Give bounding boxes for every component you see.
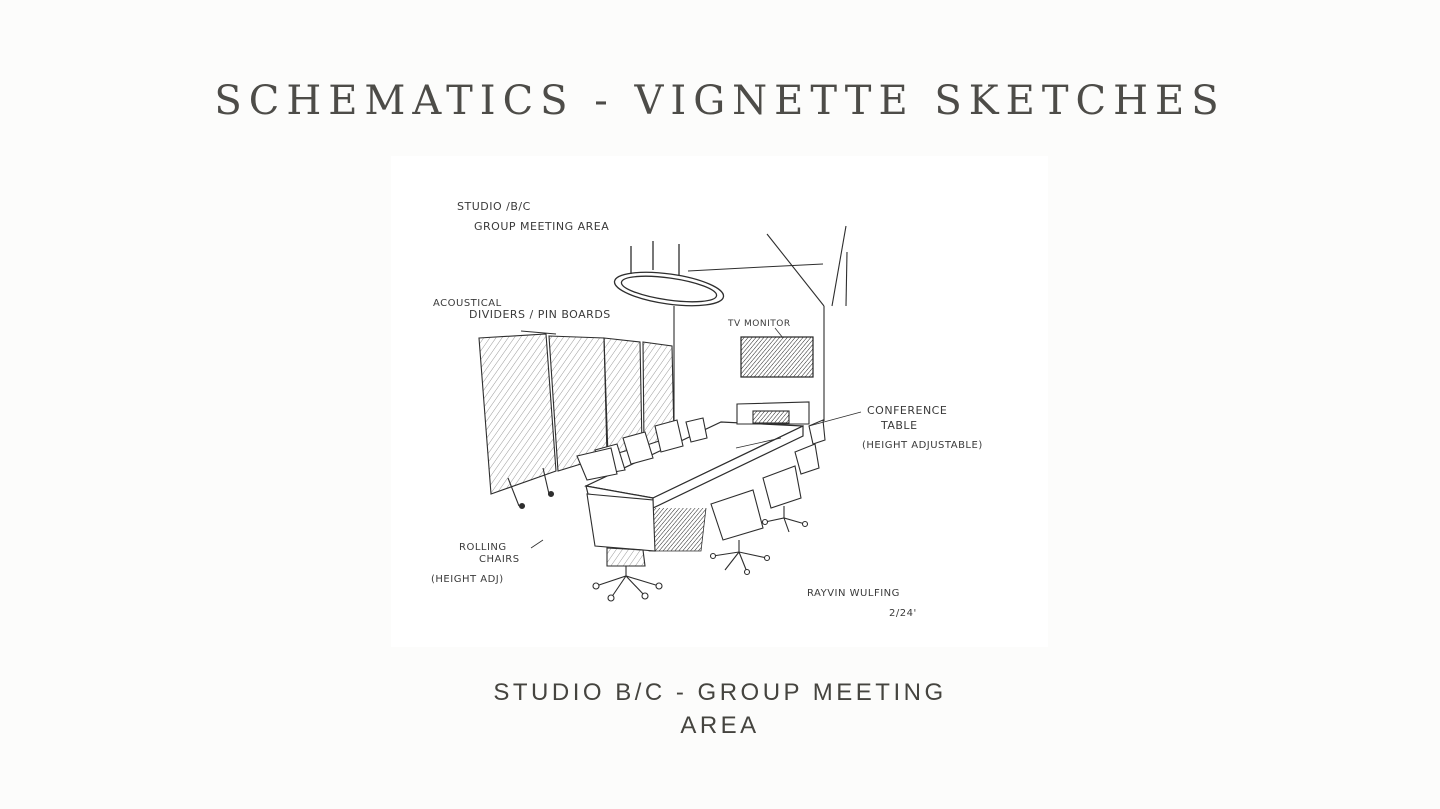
label-table-line2: TABLE: [881, 419, 918, 432]
label-tv-monitor: TV MONITOR: [728, 319, 791, 329]
label-chairs-line3: (HEIGHT ADJ): [431, 574, 504, 585]
label-dividers: [433, 298, 611, 321]
sketch-heading-line2: GROUP MEETING AREA: [474, 220, 610, 233]
sketch-heading-line1: STUDIO /B/C: [457, 200, 531, 213]
artist-signature: [807, 588, 917, 619]
pendant-light: [612, 241, 725, 312]
label-table-line3: (HEIGHT ADJUSTABLE): [862, 440, 983, 451]
signature-date: 2/24': [889, 608, 917, 619]
tv-monitor: [741, 328, 813, 377]
signature-name: RAYVIN WULFING: [807, 588, 900, 599]
slide-title: SCHEMATICS - VIGNETTE SKETCHES: [214, 78, 1226, 124]
label-dividers-line2: DIVIDERS / PIN BOARDS: [469, 308, 611, 321]
caption-line-2: AREA: [680, 712, 760, 739]
sketch-caption: [470, 676, 970, 742]
label-rolling-chairs: [431, 542, 520, 585]
label-chairs-line2: CHAIRS: [479, 554, 520, 565]
label-dividers-line1: ACOUSTICAL: [433, 298, 502, 309]
sketch-drawing: [391, 156, 1048, 647]
label-table-line1: CONFERENCE: [867, 404, 948, 417]
vignette-sketch: [391, 156, 1048, 647]
caption-line-1: STUDIO B/C - GROUP MEETING: [493, 679, 947, 706]
label-chairs-line1: ROLLING: [459, 542, 507, 553]
label-conference-table: [862, 404, 983, 451]
sketch-heading: [457, 200, 609, 233]
